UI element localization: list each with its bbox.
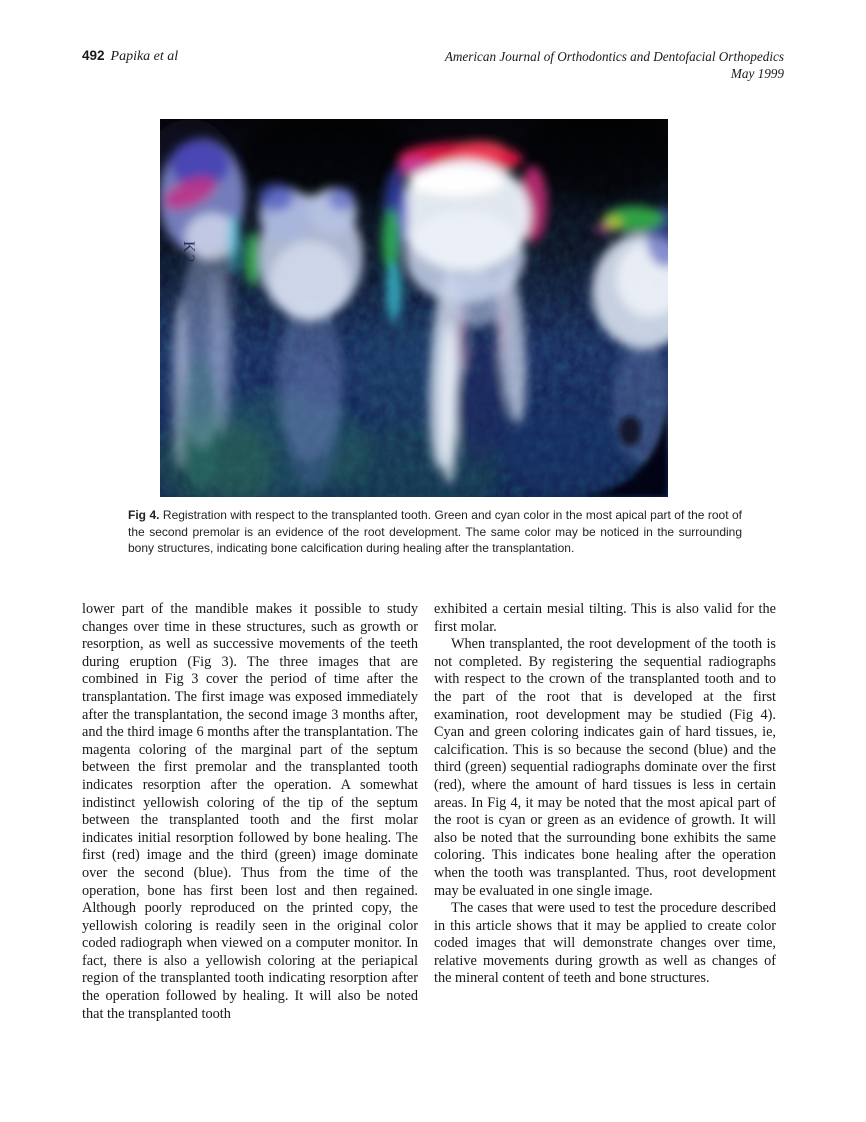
paragraph: lower part of the mandible makes it possible to study changes over time in these structures, such as growth or resorption, as well as successive movements of the teeth during eruption (Fig 3). The three images that are combined in Fig 3 cover the period of time after the transplantation. The first image was exposed immediately after the transplantation, the second image 3 months after, and the third image 6 months after the transplantation. The magenta coloring of the marginal part of the septum between the first premolar and the transplanted tooth indicates resorption after the operation. A somewhat indistinct yellowish coloring of the tip of the septum between the transplanted tooth and the first molar indicates initial resorption followed by bone healing. The first (red) image and the third (green) image dominate over the second (blue). Thus from the time of the operation, bone has first been lost and then regained. Although poorly reproduced on the printed copy, the yellowish coloring is readily seen in the original color coded radiograph when viewed on a computer monitor. In fact, there is also a yellowish coloring at the periapical region of the transplanted tooth indicating resorption after the operation followed by healing. It will also be noted that the transplanted tooth [82, 601, 418, 1022]
body-column-left [82, 601, 418, 1023]
running-head-right [445, 48, 784, 82]
radiograph-image [160, 119, 668, 497]
body-column-right [434, 601, 776, 988]
issue-date: May 1999 [730, 66, 784, 81]
figure-caption [128, 507, 742, 557]
radiograph-illustration [160, 119, 668, 497]
page-number: 492 [82, 48, 105, 63]
authors: Papika et al [110, 49, 179, 64]
paragraph: The cases that were used to test the procedure described in this article shows that it may be applied to create color coded images that will demonstrate changes over time, relative movements during growth as well as changes of the mineral content of teeth and bone structures. [434, 900, 776, 987]
figure-caption-label: Fig 4. [128, 508, 160, 522]
running-head [82, 48, 784, 92]
figure-caption-text: Registration with respect to the transplanted tooth. Green and cyan color in the most apical part of the root of the second premolar is an evidence of the root development. The same color may be noticed in the surrounding bony structures, indicating bone calcification during healing after the transplantation. [128, 508, 742, 556]
film-id-label: K2 [180, 241, 197, 265]
running-head-left [82, 48, 178, 65]
paragraph: When transplanted, the root development of the tooth is not completed. By registering the sequential radiographs with respect to the crown of the transplanted tooth and to the part of the root that is developed at the first examination, root development may be studied (Fig 4). Cyan and green coloring indicates gain of hard tissues, ie, calcification. This is so because the second (blue) and the third (green) sequential radiographs dominate over the first (red), where the amount of hard tissues is less in certain areas. In Fig 4, it may be noted that the most apical part of the root is cyan or green as an evidence of growth. It will also be noted that the surrounding bone exhibits the same coloring. This indicates bone healing after the operation when the tooth was transplanted. Thus, root development may be evaluated in one single image. [434, 636, 776, 899]
journal-title: American Journal of Orthodontics and Dentofacial Orthopedics [444, 49, 784, 64]
paragraph: exhibited a certain mesial tilting. This is also valid for the first molar. [434, 601, 776, 635]
